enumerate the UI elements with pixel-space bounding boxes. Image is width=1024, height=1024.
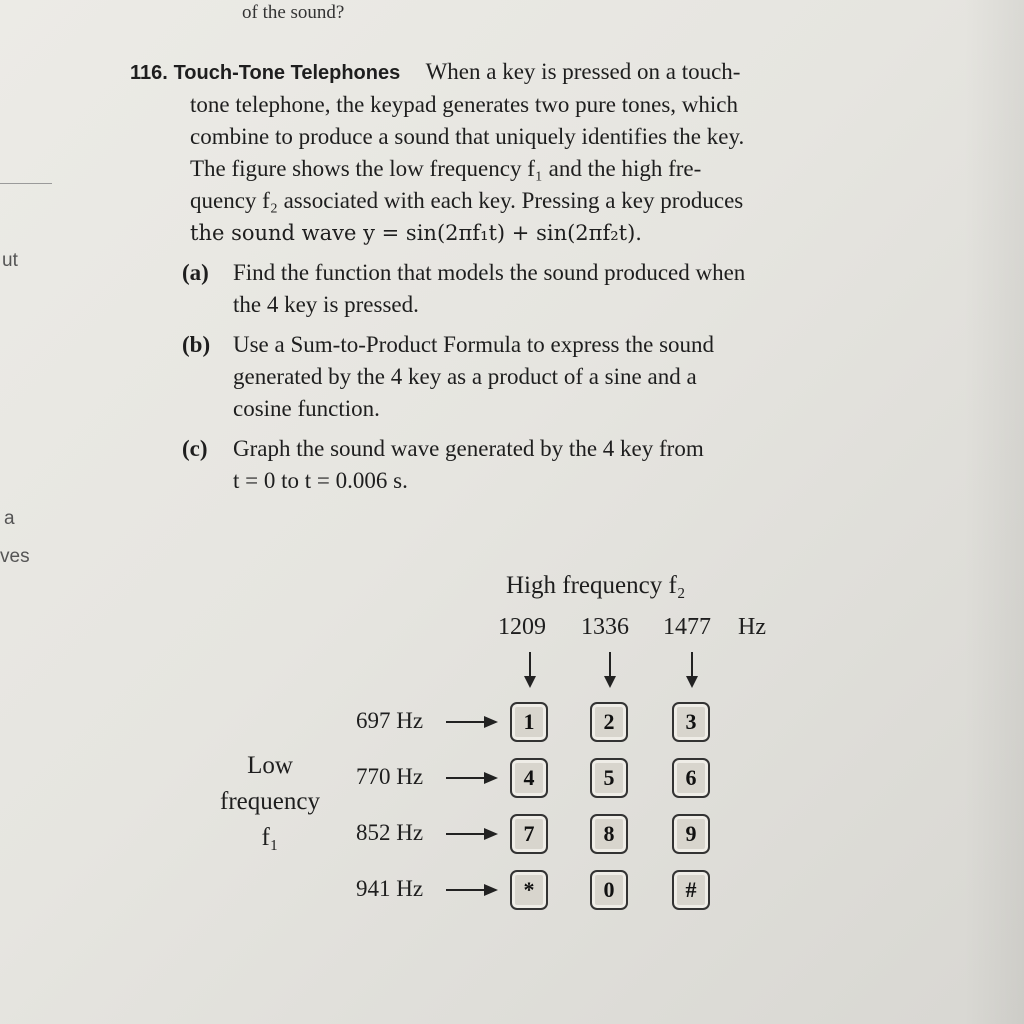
key-8: 8: [590, 814, 628, 854]
part-c-letter: (c): [182, 436, 208, 461]
down-arrow-icon: [523, 652, 537, 688]
right-arrow-icon: [446, 715, 498, 729]
key-7: 7: [510, 814, 548, 854]
key-star: *: [510, 870, 548, 910]
problem-number: 116.: [130, 62, 168, 84]
problem-line-1: When a key is pressed on a touch-: [425, 59, 741, 84]
low-frequency-770: 770 Hz: [356, 764, 424, 789]
low-frequency-title: [210, 748, 330, 856]
key-9: 9: [672, 814, 710, 854]
margin-fragment-1: ut: [2, 250, 18, 271]
right-arrow-icon: [446, 827, 498, 841]
key-hash: #: [672, 870, 710, 910]
problem-line-4: The figure shows the low frequency f₁ and the high fre-: [190, 156, 702, 181]
high-frequency-1336: 1336: [581, 614, 629, 640]
right-arrow-icon: [446, 771, 498, 785]
part-a-letter: (a): [182, 260, 209, 285]
part-b-line-1: Use a Sum-to-Product Formula to express the sound: [233, 332, 715, 357]
high-frequency-unit: Hz: [738, 614, 766, 640]
problem-line-3: combine to produce a sound that uniquely identifies the key.: [190, 124, 745, 149]
problem-title: Touch-Tone Telephones: [173, 62, 401, 84]
problem-line-5: quency f₂ associated with each key. Pressing a key produces: [190, 188, 744, 213]
margin-fragment-3: ves: [0, 546, 30, 567]
problem-formula-line: the sound wave y = sin(2πf₁t) + sin(2πf₂t).: [190, 221, 642, 245]
problem-line-2: tone telephone, the keypad generates two pure tones, which: [190, 92, 738, 117]
key-5: 5: [590, 758, 628, 798]
key-4: 4: [510, 758, 548, 798]
key-0: 0: [590, 870, 628, 910]
part-b-letter: (b): [182, 332, 211, 357]
top-text-fragment: of the sound?: [242, 2, 345, 23]
part-b-line-2: generated by the 4 key as a product of a sine and a: [233, 364, 697, 389]
right-arrow-icon: [446, 883, 498, 897]
down-arrow-icon: [603, 652, 617, 688]
low-frequency-941: 941 Hz: [356, 876, 424, 901]
high-frequency-1477: 1477: [663, 614, 711, 640]
margin-fragment-2: a: [4, 508, 15, 529]
low-frequency-852: 852 Hz: [356, 820, 424, 845]
high-frequency-title: High frequency f₂: [506, 572, 686, 599]
part-a-line-1: Find the function that models the sound produced when: [233, 260, 746, 285]
part-b-line-3: cosine function.: [233, 396, 380, 421]
part-c-line-1: Graph the sound wave generated by the 4 key from: [233, 436, 704, 461]
key-2: 2: [590, 702, 628, 742]
low-frequency-697: 697 Hz: [356, 708, 424, 733]
low-title-line-3: f₁: [261, 824, 279, 851]
key-1: 1: [510, 702, 548, 742]
key-3: 3: [672, 702, 710, 742]
part-c-line-2: t = 0 to t = 0.006 s.: [233, 468, 408, 493]
low-title-line-1: Low: [247, 752, 293, 779]
down-arrow-icon: [685, 652, 699, 688]
part-a-line-2: the 4 key is pressed.: [233, 292, 419, 317]
high-frequency-1209: 1209: [498, 614, 546, 640]
key-6: 6: [672, 758, 710, 798]
low-title-line-2: frequency: [220, 788, 320, 815]
